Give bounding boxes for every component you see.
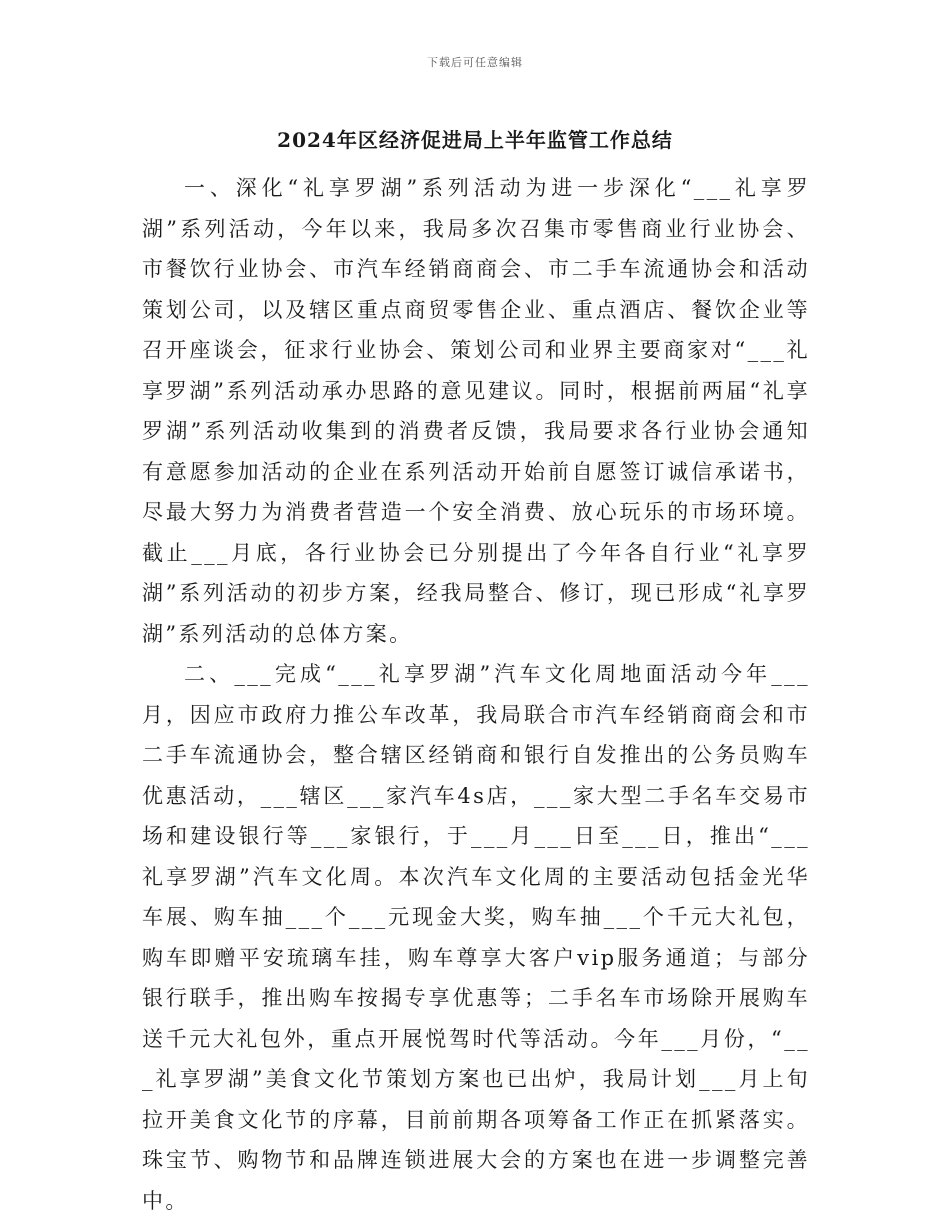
header-note: 下载后可任意编辑 <box>427 56 523 69</box>
paragraph-1: 一、深化“礼享罗湖”系列活动为进一步深化“___礼享罗湖”系列活动，今年以来，我局多次召集市零售商业行业协会、市餐饮行业协会、市汽车经销商商会、市二手车流通协会和活动策划公司，以及辖区重点商贸零售企业、重点酒店、餐饮企业等召开座谈会，征求行业协会、策划公司和业界主要商家对“___礼享罗湖”系列活动承办思路的意见建议。同时，根据前两届“礼享罗湖”系列活动收集到的消费者反馈，我局要求各行业协会通知有意愿参加活动的企业在系列活动开始前自愿签订诚信承诺书，尽最大努力为消费者营造一个安全消费、放心玩乐的市场环境。截止___月底，各行业协会已分别提出了今年各自行业“礼享罗湖”系列活动的初步方案，经我局整合、修订，现已形成“礼享罗湖”系列活动的总体方案。 <box>142 176 810 646</box>
document-body <box>142 168 810 1221</box>
document-title: 2024年区经济促进局上半年监管工作总结 <box>277 128 673 152</box>
paragraph-2: 二、___完成“___礼享罗湖”汽车文化周地面活动今年___月，因应市政府力推公车改革，我局联合市汽车经销商商会和市二手车流通协会，整合辖区经销商和银行自发推出的公务员购车优惠活动，___辖区___家汽车4s店，___家大型二手名车交易市场和建设银行等___家银行，于___月___日至___日，推出“___礼享罗湖”汽车文化周。本次汽车文化周的主要活动包括金光华车展、购车抽___个___元现金大奖，购车抽___个千元大礼包，购车即赠平安琉璃车挂，购车尊享大客户vip服务通道；与部分银行联手，推出购车按揭专享优惠等；二手名车市场除开展购车送千元大礼包外，重点开展悦驾时代等活动。今年___月份，“___礼享罗湖”美食文化节策划方案也已出炉，我局计划___月上旬拉开美食文化节的序幕，目前前期各项筹备工作正在抓紧落实。珠宝节、购物节和品牌连锁进展大会的方案也在进一步调整完善中。 <box>142 662 810 1213</box>
